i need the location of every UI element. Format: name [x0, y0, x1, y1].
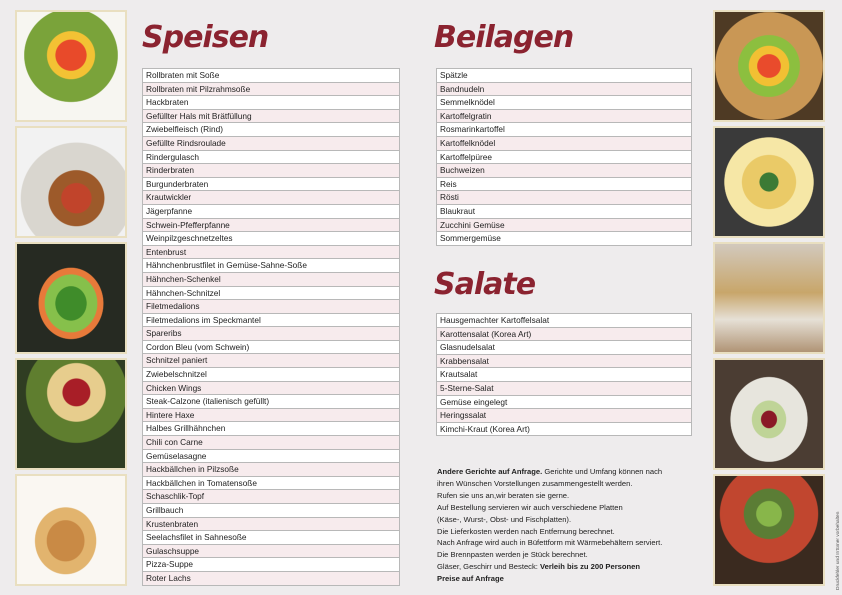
table-row — [143, 218, 400, 232]
table-row — [143, 571, 400, 585]
note-line: Andere Gerichte auf Anfrage. Gerichte und Umfang können nach — [437, 467, 663, 476]
menu-item: Burgunderbraten — [143, 177, 400, 191]
table-row — [143, 476, 400, 490]
menu-item: Entenbrust — [143, 245, 400, 259]
table-row — [143, 463, 400, 477]
table-row — [437, 381, 692, 395]
table-row — [143, 368, 400, 382]
menu-item: Schwein-Pfefferpfanne — [143, 218, 400, 232]
menu-item: Pizza-Suppe — [143, 558, 400, 572]
menu-item: Rinderbraten — [143, 164, 400, 178]
menu-item: Semmelknödel — [437, 96, 692, 110]
table-row — [437, 82, 692, 96]
table-row — [143, 313, 400, 327]
menu-item: Bandnudeln — [437, 82, 692, 96]
table-row — [437, 177, 692, 191]
menu-item: Karottensalat (Korea Art) — [437, 327, 692, 341]
menu-item: Gemüselasagne — [143, 449, 400, 463]
menu-item: Krustenbraten — [143, 517, 400, 531]
menu-item: Hausgemachter Kartoffelsalat — [437, 314, 692, 328]
table-row — [143, 109, 400, 123]
menu-item: Hähnchen-Schenkel — [143, 272, 400, 286]
menu-item: Glasnudelsalat — [437, 341, 692, 355]
menu-item: Filetmedalions im Speckmantel — [143, 313, 400, 327]
photo-bread-wreath — [15, 474, 127, 586]
menu-item: Krautsalat — [437, 368, 692, 382]
table-row — [143, 191, 400, 205]
menu-item: Hackbällchen in Pilzsoße — [143, 463, 400, 477]
menu-item: Gulaschsuppe — [143, 544, 400, 558]
menu-item: Roter Lachs — [143, 571, 400, 585]
table-row — [143, 504, 400, 518]
table-row — [143, 544, 400, 558]
note-line: (Käse-, Wurst-, Obst- und Fischplatten). — [437, 514, 572, 524]
table-row — [143, 340, 400, 354]
menu-item: Seelachsfilet in Sahnesoße — [143, 531, 400, 545]
menu-item: Spätzle — [437, 69, 692, 83]
table-row — [437, 150, 692, 164]
photo-buffet-hall — [713, 242, 825, 354]
menu-item: Zwiebelfleisch (Rind) — [143, 123, 400, 137]
table-row — [143, 259, 400, 273]
table-row — [143, 82, 400, 96]
info-notes — [437, 466, 709, 585]
photo-sausage-platter — [713, 474, 825, 586]
menu-item: Krautwickler — [143, 191, 400, 205]
note-line: ihren Wünschen Vorstellungen zusammengestellt werden. — [437, 478, 633, 488]
table-row — [437, 218, 692, 232]
menu-item: Filetmedalions — [143, 300, 400, 314]
table-row — [143, 436, 400, 450]
table-row — [143, 517, 400, 531]
table-row — [143, 449, 400, 463]
note-line: Preise auf Anfrage — [437, 574, 504, 584]
table-row — [143, 177, 400, 191]
menu-item: Gefüllter Hals mit Brätfüllung — [143, 109, 400, 123]
note-line: Auf Bestellung servieren wir auch verschiedene Platten — [437, 502, 623, 512]
speisen-table — [142, 68, 400, 586]
table-row — [143, 204, 400, 218]
photo-flower-vegetable-carving — [15, 10, 127, 122]
menu-item: Chicken Wings — [143, 381, 400, 395]
menu-item: Zwiebelschnitzel — [143, 368, 400, 382]
menu-item: Hackbällchen in Tomatensoße — [143, 476, 400, 490]
menu-item: Rosmarinkartoffel — [437, 123, 692, 137]
table-row — [143, 123, 400, 137]
note-line: Nach Anfrage wird auch in Büfettform mit Wärmebehältern serviert. — [437, 538, 663, 548]
menu-item: Kartoffelgratin — [437, 109, 692, 123]
table-row — [143, 327, 400, 341]
table-row — [437, 164, 692, 178]
table-row — [143, 408, 400, 422]
menu-item: Kimchi-Kraut (Korea Art) — [437, 422, 692, 436]
menu-item: Cordon Bleu (vom Schwein) — [143, 340, 400, 354]
table-row — [437, 204, 692, 218]
menu-item: Gefüllte Rindsroulade — [143, 136, 400, 150]
table-row — [143, 232, 400, 246]
menu-item: Zucchini Gemüse — [437, 218, 692, 232]
menu-item: Reis — [437, 177, 692, 191]
table-row — [143, 490, 400, 504]
photo-buffet-platters — [15, 126, 127, 238]
table-row — [437, 191, 692, 205]
note-line: Rufen sie uns an,wir beraten sie gerne. — [437, 490, 570, 500]
table-row — [143, 300, 400, 314]
menu-item: Halbes Grillhähnchen — [143, 422, 400, 436]
menu-item: Heringssalat — [437, 409, 692, 423]
menu-item: Schaschlik-Topf — [143, 490, 400, 504]
table-row — [143, 272, 400, 286]
table-row — [143, 245, 400, 259]
menu-item: Grillbauch — [143, 504, 400, 518]
table-row — [437, 136, 692, 150]
menu-item: Rindergulasch — [143, 150, 400, 164]
menu-item: Buchweizen — [437, 164, 692, 178]
menu-item: Rollbraten mit Pilzrahmsoße — [143, 82, 400, 96]
menu-item: Hintere Haxe — [143, 408, 400, 422]
table-row — [143, 69, 400, 83]
table-row — [143, 531, 400, 545]
table-row — [437, 409, 692, 423]
table-row — [143, 422, 400, 436]
speisen-heading: Speisen — [142, 20, 269, 55]
table-row — [143, 558, 400, 572]
note-line: Die Brennpasten werden je Stück berechnet. — [437, 550, 588, 560]
salate-table — [436, 313, 692, 436]
table-row — [437, 368, 692, 382]
table-row — [143, 381, 400, 395]
menu-item: Hackbraten — [143, 96, 400, 110]
menu-item: Hähnchenbrustfilet in Gemüse-Sahne-Soße — [143, 259, 400, 273]
table-row — [143, 164, 400, 178]
table-row — [437, 314, 692, 328]
table-row — [143, 354, 400, 368]
note-line: Gläser, Geschirr und Besteck: Verleih bis zu 200 Personen — [437, 562, 641, 572]
menu-item: Steak-Calzone (italienisch gefüllt) — [143, 395, 400, 409]
menu-item: Jägerpfanne — [143, 204, 400, 218]
menu-item: Chili con Carne — [143, 436, 400, 450]
menu-item: Krabbensalat — [437, 354, 692, 368]
printer-disclaimer: Druckfehler und Irrtümer vorbehalten — [836, 511, 841, 590]
salate-heading: Salate — [434, 267, 536, 302]
table-row — [437, 123, 692, 137]
table-row — [437, 109, 692, 123]
left-photo-column — [15, 10, 127, 590]
table-row — [437, 232, 692, 246]
photo-canape-platter — [713, 358, 825, 470]
menu-item: Schnitzel paniert — [143, 354, 400, 368]
photo-watermelon-carving — [15, 358, 127, 470]
table-row — [437, 96, 692, 110]
right-photo-column — [713, 10, 825, 590]
menu-item: Gemüse eingelegt — [437, 395, 692, 409]
note-line: Die Lieferkosten werden nach Entfernung berechnet. — [437, 526, 615, 536]
photo-fruit-bouquet — [713, 10, 825, 122]
menu-item: Rollbraten mit Soße — [143, 69, 400, 83]
table-row — [437, 69, 692, 83]
menu-item: Blaukraut — [437, 204, 692, 218]
menu-item: Sommergemüse — [437, 232, 692, 246]
menu-item: Hähnchen-Schnitzel — [143, 286, 400, 300]
table-row — [143, 96, 400, 110]
table-row — [143, 395, 400, 409]
table-row — [143, 286, 400, 300]
photo-cucumber-carving — [15, 242, 127, 354]
table-row — [143, 136, 400, 150]
menu-item: Rösti — [437, 191, 692, 205]
menu-item: Kartoffelknödel — [437, 136, 692, 150]
photo-cheese-platter — [713, 126, 825, 238]
table-row — [437, 395, 692, 409]
table-row — [437, 354, 692, 368]
menu-item: Kartoffelpüree — [437, 150, 692, 164]
beilagen-table — [436, 68, 692, 246]
table-row — [437, 341, 692, 355]
table-row — [437, 422, 692, 436]
table-row — [437, 327, 692, 341]
table-row — [143, 150, 400, 164]
menu-item: 5-Sterne-Salat — [437, 381, 692, 395]
menu-item: Weinpilzgeschnetzeltes — [143, 232, 400, 246]
beilagen-heading: Beilagen — [434, 20, 574, 55]
menu-item: Spareribs — [143, 327, 400, 341]
